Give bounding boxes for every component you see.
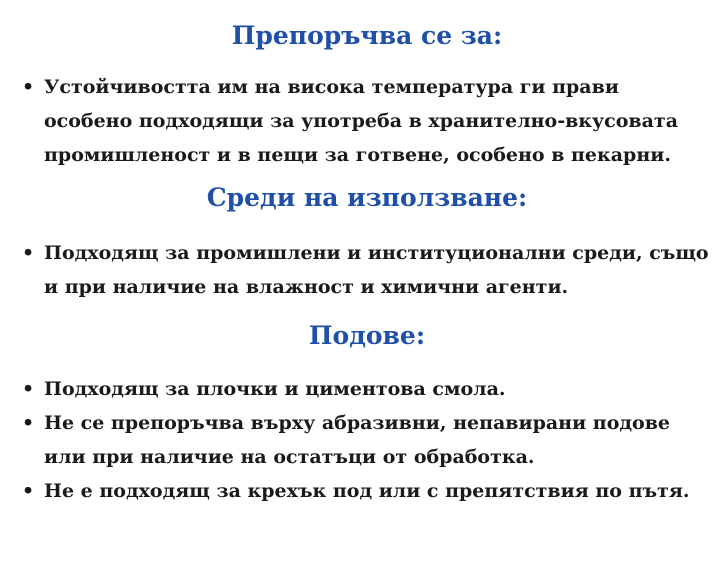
floors-list (22, 372, 712, 508)
list-item-text: Подходящ за промишлени и институционални среди, също и при наличие на влажност и химични агенти. (44, 242, 709, 298)
list-item (22, 406, 712, 474)
list-item (22, 372, 712, 406)
list-item (22, 474, 712, 508)
bullet-dot-icon: • (22, 480, 35, 502)
list-item-text: Не е подходящ за крехък под или с препятствия по пътя. (44, 480, 690, 502)
list-item (22, 70, 712, 172)
bullet-dot-icon: • (22, 242, 35, 264)
recommended-for-list (22, 70, 712, 172)
usage-environments-list (22, 236, 712, 304)
section-heading-recommended-for: Препоръчва се за: (231, 21, 503, 50)
section-heading-usage-environments: Среди на използване: (206, 183, 528, 212)
list-item-text: Подходящ за плочки и циментова смола. (44, 378, 506, 400)
bullet-dot-icon: • (22, 76, 35, 98)
list-item-text: Устойчивостта им на висока температура ги прави особено подходящи за употреба в хранително-вкусовата промишленост и в пещи за готвене, особено в пекарни. (44, 76, 679, 166)
bullet-dot-icon: • (22, 412, 35, 434)
list-item-text: Не се препоръчва върху абразивни, непавирани подове или при наличие на остатъци от обработка. (44, 412, 670, 468)
section-heading-floors: Подове: (308, 321, 426, 350)
list-item (22, 236, 712, 304)
bullet-dot-icon: • (22, 378, 35, 400)
